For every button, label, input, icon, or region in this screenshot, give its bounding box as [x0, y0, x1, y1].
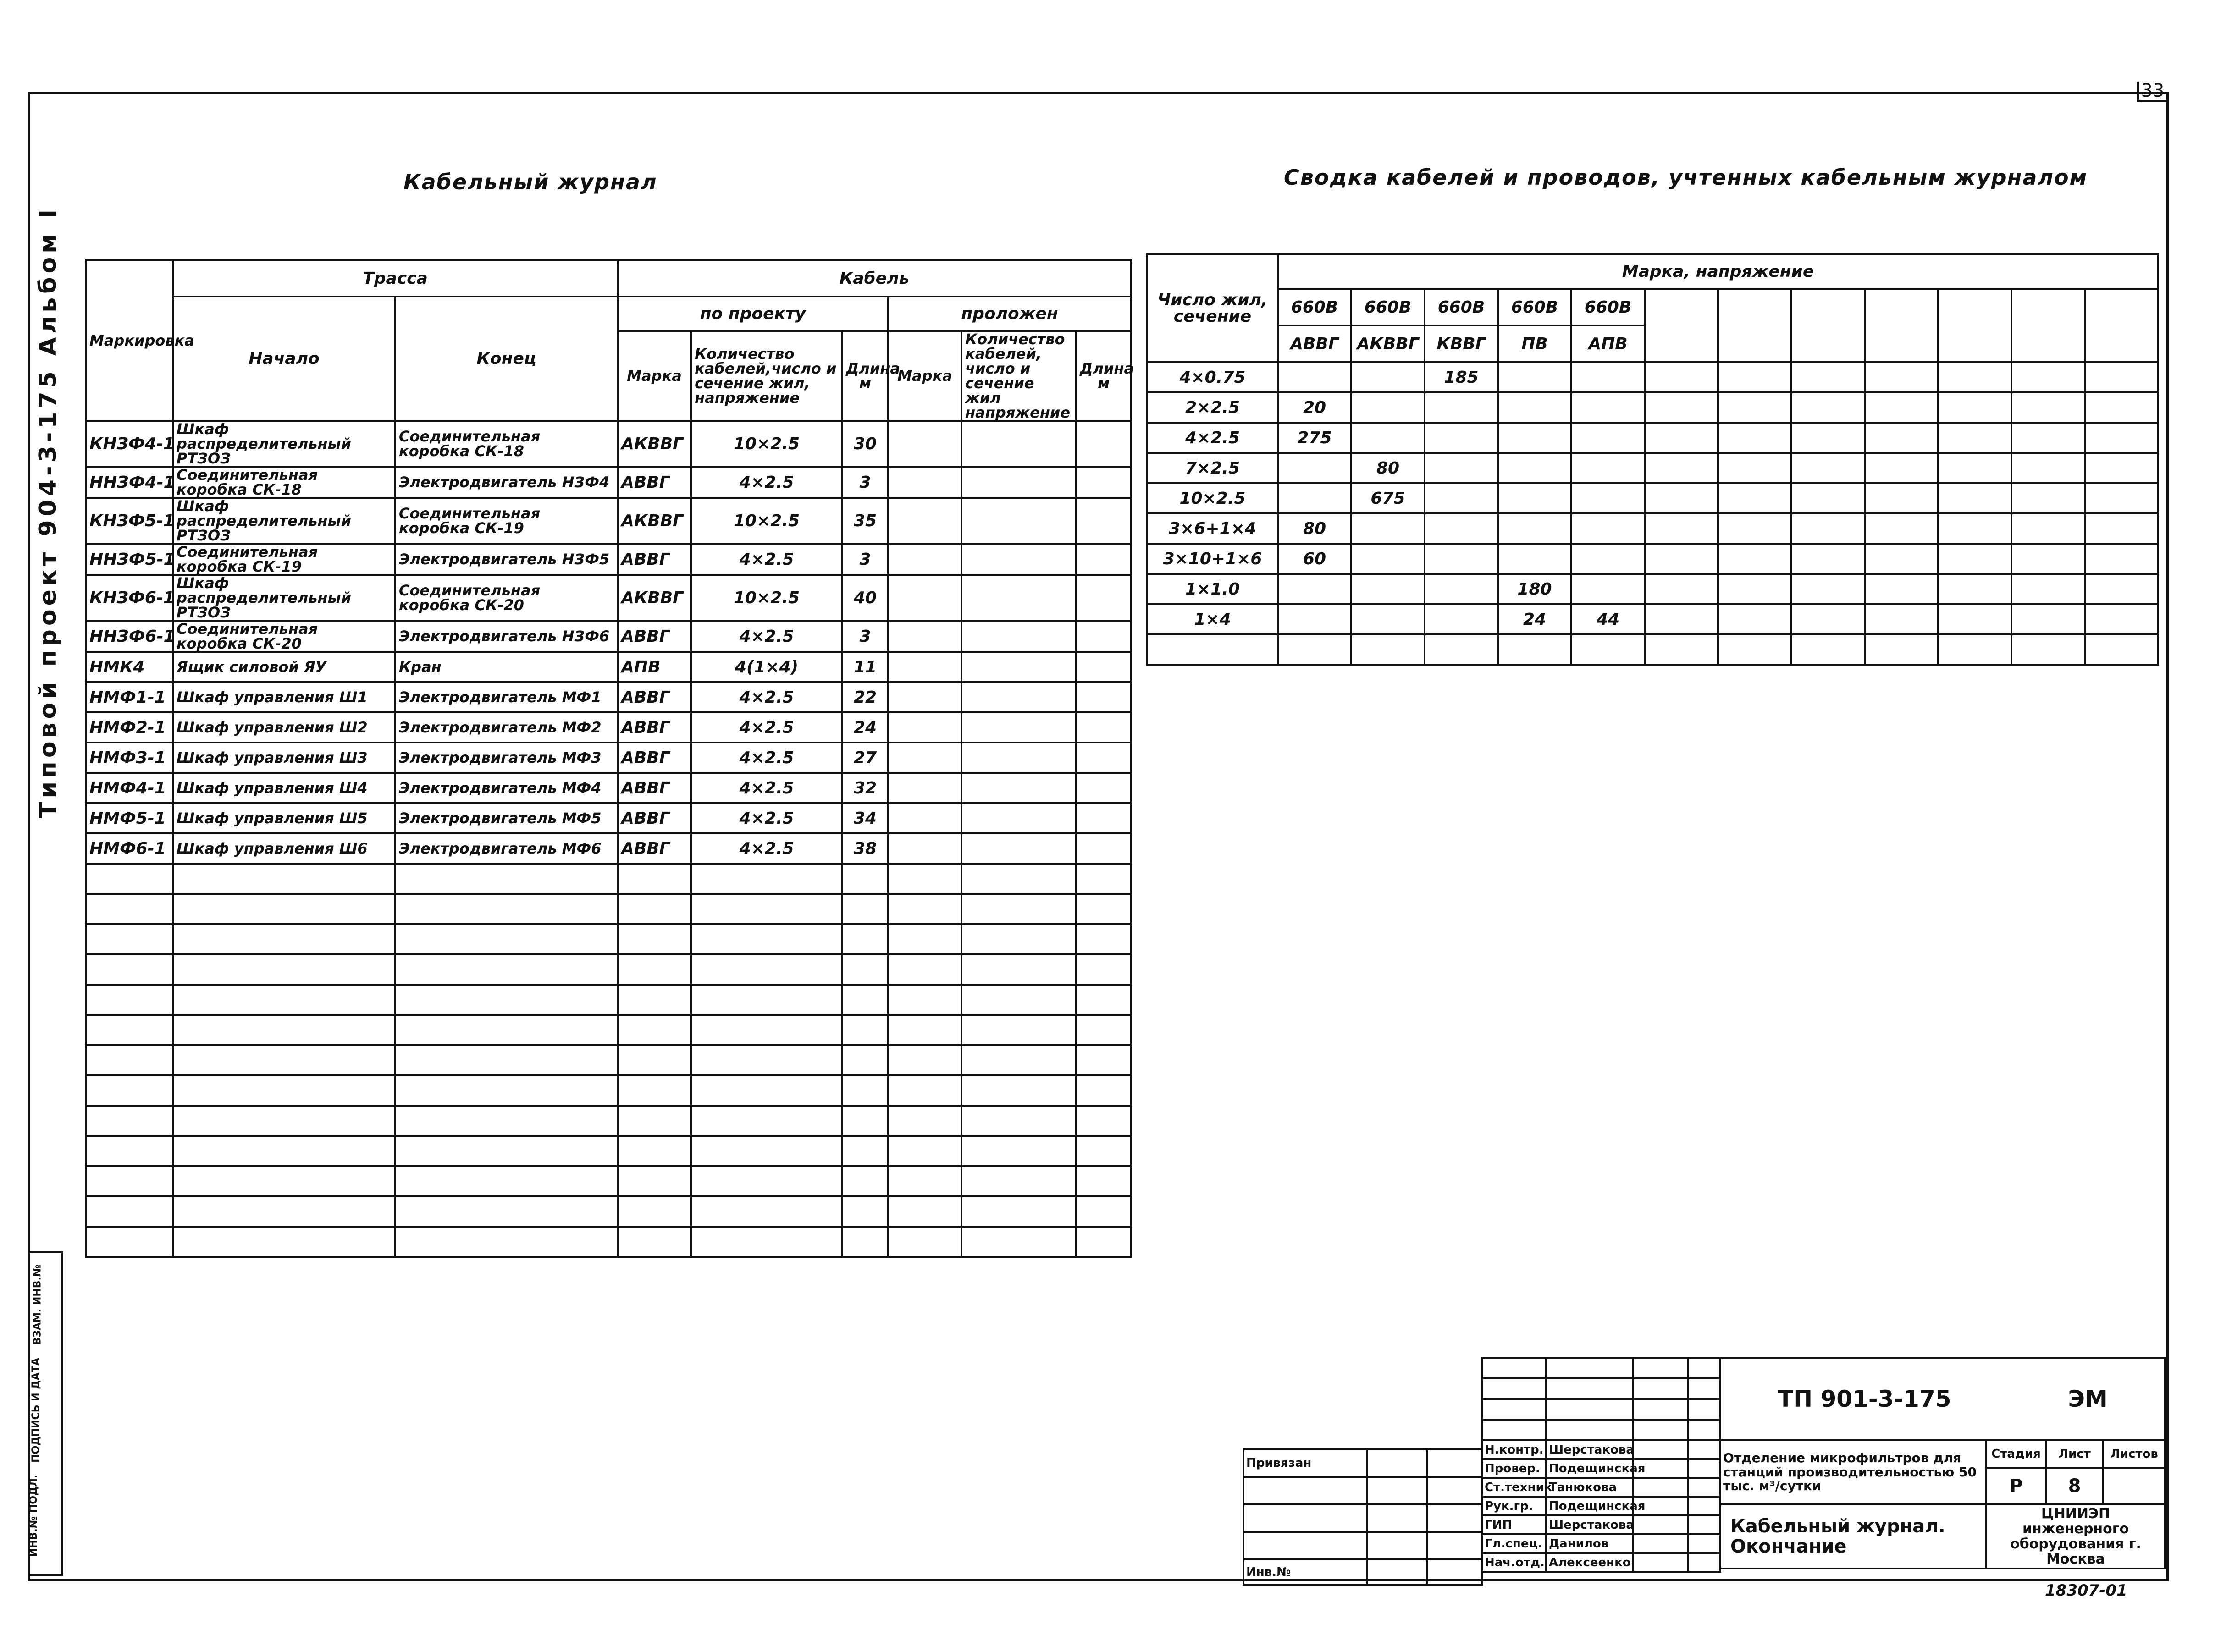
- row-code: НМФ1-1: [86, 682, 173, 712]
- staff-role: Провер.: [1482, 1459, 1546, 1478]
- empty-row: [86, 1045, 1131, 1075]
- row-value: [1571, 423, 1645, 453]
- row-section: 3×6+1×4: [1147, 513, 1278, 544]
- empty-cell: [888, 712, 961, 743]
- stage-value: Р: [1986, 1468, 2046, 1504]
- page-number: 33: [2137, 82, 2166, 102]
- empty-cell: [888, 652, 961, 682]
- empty-cell: [961, 544, 1076, 575]
- staff-row: [1482, 1534, 1720, 1553]
- row-value: 24: [1498, 604, 1571, 634]
- row-value: [1498, 392, 1571, 423]
- empty-row: [86, 1166, 1131, 1196]
- empty-cell: [1076, 712, 1131, 743]
- table-row: [1147, 544, 2158, 574]
- side-label: Типовой проект 904-3-175 Альбом I: [34, 205, 62, 818]
- staff-role: Нач.отд.: [1482, 1553, 1546, 1572]
- empty-cell: [961, 773, 1076, 803]
- cable-summary-table: [1146, 253, 2159, 666]
- row-length: 27: [842, 743, 888, 773]
- empty-cell: [888, 498, 961, 544]
- table-row: [86, 467, 1131, 498]
- empty-cell: [888, 682, 961, 712]
- table-row: [1147, 453, 2158, 483]
- empty-cell: [888, 544, 961, 575]
- row-value: [1425, 634, 1498, 665]
- staff-signature: [1633, 1440, 1688, 1459]
- col-brand: ПВ: [1498, 325, 1571, 362]
- row-code: КНЗФ6-1: [86, 575, 173, 621]
- row-section: [1147, 634, 1278, 665]
- table-row: [86, 833, 1131, 864]
- row-length: 32: [842, 773, 888, 803]
- empty-row: [86, 1015, 1131, 1045]
- row-mark: АКВВГ: [618, 421, 691, 467]
- col-voltage: 660В: [1278, 289, 1351, 325]
- row-end: Соединительная коробка СК-18: [395, 421, 618, 467]
- empty-cell: [1076, 773, 1131, 803]
- by-project-header: по проекту: [618, 297, 888, 331]
- row-value: [1571, 513, 1645, 544]
- row-start: Шкаф управления Ш3: [173, 743, 395, 773]
- empty-cell: [888, 575, 961, 621]
- row-qty: 10×2.5: [691, 498, 842, 544]
- row-code: НМФ5-1: [86, 803, 173, 833]
- row-qty: 4(1×4): [691, 652, 842, 682]
- staff-name: Данилов: [1546, 1534, 1633, 1553]
- empty-cell: [1076, 544, 1131, 575]
- row-value: [1278, 574, 1351, 604]
- row-length: 3: [842, 467, 888, 498]
- summary-title: Сводка кабелей и проводов, учтенных кабельным журналом: [1284, 165, 2088, 190]
- empty-row: [86, 1227, 1131, 1257]
- empty-cell: [961, 652, 1076, 682]
- row-value: 180: [1498, 574, 1571, 604]
- qty-header: Количество кабелей,число и сечение жил, напряжение: [691, 331, 842, 421]
- table-row: [86, 652, 1131, 682]
- sheet-label: Лист: [2046, 1440, 2103, 1468]
- col-brand: АВВГ: [1278, 325, 1351, 362]
- col-brand: КВВГ: [1425, 325, 1498, 362]
- row-qty: 4×2.5: [691, 621, 842, 652]
- row-qty: 4×2.5: [691, 773, 842, 803]
- row-end: Электродвигатель НЗФ6: [395, 621, 618, 652]
- row-value: [1351, 634, 1425, 665]
- row-code: НМФ3-1: [86, 743, 173, 773]
- empty-cell: [961, 621, 1076, 652]
- row-value: [1571, 544, 1645, 574]
- staff-name: Подещинская: [1546, 1497, 1633, 1515]
- row-mark: АВВГ: [618, 773, 691, 803]
- staff-name: Шерстакова: [1546, 1440, 1633, 1459]
- empty-row: [86, 924, 1131, 954]
- row-code: НМФ6-1: [86, 833, 173, 864]
- sheets-label: Листов: [2103, 1440, 2165, 1468]
- row-qty: 10×2.5: [691, 575, 842, 621]
- table-row: [86, 803, 1131, 833]
- row-qty: 4×2.5: [691, 833, 842, 864]
- row-qty: 4×2.5: [691, 682, 842, 712]
- empty-row: [86, 894, 1131, 924]
- table-row: [86, 544, 1131, 575]
- staff-row: [1482, 1497, 1720, 1515]
- row-mark: АВВГ: [618, 621, 691, 652]
- row-qty: 4×2.5: [691, 803, 842, 833]
- row-value: [1351, 392, 1425, 423]
- empty-cell: [961, 498, 1076, 544]
- row-mark: АКВВГ: [618, 575, 691, 621]
- col-voltage: 660В: [1571, 289, 1645, 325]
- empty-cell: [1076, 575, 1131, 621]
- table-row: [1147, 634, 2158, 665]
- row-value: [1425, 483, 1498, 513]
- row-end: Электродвигатель МФ1: [395, 682, 618, 712]
- staff-name: Танюкова: [1546, 1478, 1633, 1497]
- row-value: 60: [1278, 544, 1351, 574]
- empty-cell: [961, 421, 1076, 467]
- row-mark: АВВГ: [618, 712, 691, 743]
- stamp-label: ВЗАМ. ИНВ.№: [32, 1264, 44, 1345]
- empty-cell: [1076, 498, 1131, 544]
- empty-cell: [888, 743, 961, 773]
- table-row: [1147, 574, 2158, 604]
- empty-cell: [1076, 803, 1131, 833]
- row-mark: АВВГ: [618, 467, 691, 498]
- empty-cell: [961, 712, 1076, 743]
- col-brand: АКВВГ: [1351, 325, 1425, 362]
- row-value: [1425, 604, 1498, 634]
- row-value: [1571, 453, 1645, 483]
- row-length: 11: [842, 652, 888, 682]
- table-row: [86, 743, 1131, 773]
- empty-cell: [1076, 621, 1131, 652]
- empty-cell: [961, 803, 1076, 833]
- section-header: Число жил, сечение: [1147, 254, 1278, 362]
- empty-cell: [961, 833, 1076, 864]
- table-row: [86, 682, 1131, 712]
- journal-title: Кабельный журнал: [403, 170, 657, 194]
- row-mark: АПВ: [618, 652, 691, 682]
- row-length: 30: [842, 421, 888, 467]
- empty-cell: [888, 621, 961, 652]
- row-end: Электродвигатель МФ3: [395, 743, 618, 773]
- row-start: Шкаф управления Ш4: [173, 773, 395, 803]
- col-voltage: 660В: [1425, 289, 1498, 325]
- row-mark: АВВГ: [618, 743, 691, 773]
- row-section: 4×2.5: [1147, 423, 1278, 453]
- row-value: 80: [1351, 453, 1425, 483]
- empty-row: [86, 1106, 1131, 1136]
- staff-row: [1482, 1478, 1720, 1497]
- row-value: [1351, 513, 1425, 544]
- row-value: [1351, 544, 1425, 574]
- row-length: 24: [842, 712, 888, 743]
- row-code: НМК4: [86, 652, 173, 682]
- row-mark: АВВГ: [618, 833, 691, 864]
- table-row: [86, 421, 1131, 467]
- row-length: 38: [842, 833, 888, 864]
- empty-cell: [888, 803, 961, 833]
- empty-cell: [888, 773, 961, 803]
- route-header: Трасса: [173, 260, 618, 297]
- length2-header: Длина м: [1076, 331, 1131, 421]
- empty-cell: [961, 743, 1076, 773]
- col-brand: АПВ: [1571, 325, 1645, 362]
- row-value: [1351, 362, 1425, 392]
- stamp-label: ИНВ.№ ПОДЛ.: [28, 1474, 40, 1557]
- table-row: [1147, 392, 2158, 423]
- table-row: [86, 712, 1131, 743]
- row-value: [1278, 483, 1351, 513]
- row-value: [1278, 362, 1351, 392]
- route-end-header: Конец: [395, 297, 618, 421]
- stamp-label: ПОДПИСЬ И ДАТА: [30, 1358, 42, 1463]
- empty-cell: [888, 833, 961, 864]
- row-value: [1278, 634, 1351, 665]
- staff-name: Шерстакова: [1546, 1515, 1633, 1534]
- empty-cell: [961, 682, 1076, 712]
- laid-header: проложен: [888, 297, 1131, 331]
- row-code: НМФ4-1: [86, 773, 173, 803]
- row-code: ННЗФ4-1: [86, 467, 173, 498]
- empty-cell: [888, 467, 961, 498]
- staff-block: [1481, 1357, 1721, 1573]
- row-length: 34: [842, 803, 888, 833]
- row-value: [1425, 574, 1498, 604]
- staff-role: Ст.техник: [1482, 1478, 1546, 1497]
- row-value: 44: [1571, 604, 1645, 634]
- empty-cell: [1076, 743, 1131, 773]
- brand-header: Марка, напряжение: [1278, 254, 2158, 289]
- row-value: 275: [1278, 423, 1351, 453]
- row-section: 2×2.5: [1147, 392, 1278, 423]
- row-value: [1351, 574, 1425, 604]
- row-start: Ящик силовой ЯУ: [173, 652, 395, 682]
- empty-cell: [1076, 682, 1131, 712]
- row-value: [1425, 423, 1498, 453]
- staff-signature: [1633, 1515, 1688, 1534]
- table-row: [86, 498, 1131, 544]
- empty-cell: [961, 467, 1076, 498]
- empty-cell: [888, 421, 961, 467]
- row-value: [1498, 634, 1571, 665]
- row-start: Шкаф управления Ш6: [173, 833, 395, 864]
- row-value: 185: [1425, 362, 1498, 392]
- staff-row: [1482, 1459, 1720, 1478]
- cable-journal-table: [85, 259, 1132, 1258]
- object-name: Отделение микрофильтров для станций производительностью 50 тыс. м³/сутки: [1720, 1440, 1986, 1504]
- row-value: [1351, 604, 1425, 634]
- mark-header: Марка: [618, 331, 691, 421]
- staff-row: [1482, 1553, 1720, 1572]
- sheet-value: 8: [2046, 1468, 2103, 1504]
- staff-name: Подещинская: [1546, 1459, 1633, 1478]
- row-qty: 4×2.5: [691, 467, 842, 498]
- row-code: НМФ2-1: [86, 712, 173, 743]
- row-value: 20: [1278, 392, 1351, 423]
- row-mark: АВВГ: [618, 682, 691, 712]
- row-value: 80: [1278, 513, 1351, 544]
- row-start: Шкаф управления Ш5: [173, 803, 395, 833]
- empty-row: [86, 1075, 1131, 1106]
- row-section: 10×2.5: [1147, 483, 1278, 513]
- staff-signature: [1633, 1478, 1688, 1497]
- inv-label: Инв.№: [1243, 1559, 1367, 1585]
- row-code: ННЗФ5-1: [86, 544, 173, 575]
- row-qty: 4×2.5: [691, 743, 842, 773]
- row-value: [1571, 634, 1645, 665]
- row-value: [1498, 544, 1571, 574]
- empty-cell: [961, 575, 1076, 621]
- empty-row: [86, 864, 1131, 894]
- row-value: [1498, 513, 1571, 544]
- empty-row: [86, 1136, 1131, 1166]
- row-value: [1498, 483, 1571, 513]
- empty-cell: [1076, 833, 1131, 864]
- row-start: Соединительная коробка СК-19: [173, 544, 395, 575]
- row-value: [1425, 392, 1498, 423]
- row-value: [1498, 423, 1571, 453]
- main-title-block: [1719, 1357, 2166, 1569]
- organization: ЦНИИЭП инженерного оборудования г. Москва: [1986, 1504, 2165, 1569]
- row-end: Электродвигатель НЗФ5: [395, 544, 618, 575]
- row-start: Соединительная коробка СК-18: [173, 467, 395, 498]
- row-section: 4×0.75: [1147, 362, 1278, 392]
- table-row: [1147, 483, 2158, 513]
- cable-header: Кабель: [618, 260, 1131, 297]
- row-code: КНЗФ4-1: [86, 421, 173, 467]
- row-value: [1571, 574, 1645, 604]
- row-length: 35: [842, 498, 888, 544]
- row-start: Шкаф распределительный РТЗОЗ: [173, 575, 395, 621]
- row-end: Электродвигатель МФ2: [395, 712, 618, 743]
- row-value: [1498, 362, 1571, 392]
- row-end: Электродвигатель МФ4: [395, 773, 618, 803]
- empty-row: [86, 985, 1131, 1015]
- stage-label: Стадия: [1986, 1440, 2046, 1468]
- row-value: [1278, 604, 1351, 634]
- row-value: 675: [1351, 483, 1425, 513]
- empty-row: [86, 1196, 1131, 1227]
- row-end: Электродвигатель МФ6: [395, 833, 618, 864]
- row-section: 7×2.5: [1147, 453, 1278, 483]
- col-voltage: 660В: [1498, 289, 1571, 325]
- row-start: Шкаф распределительный РТЗОЗ: [173, 498, 395, 544]
- table-row: [1147, 604, 2158, 634]
- empty-cell: [1076, 652, 1131, 682]
- row-mark: АВВГ: [618, 544, 691, 575]
- row-start: Шкаф распределительный РТЗОЗ: [173, 421, 395, 467]
- row-qty: 10×2.5: [691, 421, 842, 467]
- staff-row: [1482, 1515, 1720, 1534]
- sheet-name: Кабельный журнал. Окончание: [1720, 1504, 1986, 1569]
- staff-role: Гл.спец.: [1482, 1534, 1546, 1553]
- row-value: [1425, 544, 1498, 574]
- bound-label: Привязан: [1243, 1449, 1367, 1477]
- table-row: [86, 773, 1131, 803]
- row-value: [1278, 453, 1351, 483]
- row-value: [1425, 453, 1498, 483]
- row-section: 1×1.0: [1147, 574, 1278, 604]
- staff-role: Рук.гр.: [1482, 1497, 1546, 1515]
- staff-row: [1482, 1440, 1720, 1459]
- table-row: [86, 621, 1131, 652]
- empty-row: [86, 954, 1131, 985]
- length-header: Длина м: [842, 331, 888, 421]
- row-value: [1351, 423, 1425, 453]
- row-end: Электродвигатель МФ5: [395, 803, 618, 833]
- row-length: 22: [842, 682, 888, 712]
- row-section: 1×4: [1147, 604, 1278, 634]
- left-stamp: [28, 1251, 63, 1576]
- table-row: [1147, 513, 2158, 544]
- mark2-header: Марка: [888, 331, 961, 421]
- row-length: 3: [842, 544, 888, 575]
- row-qty: 4×2.5: [691, 544, 842, 575]
- archive-number: 18307-01: [2045, 1581, 2127, 1600]
- staff-role: Н.контр.: [1482, 1440, 1546, 1459]
- row-end: Кран: [395, 652, 618, 682]
- row-section: 3×10+1×6: [1147, 544, 1278, 574]
- row-start: Шкаф управления Ш1: [173, 682, 395, 712]
- row-end: Электродвигатель НЗФ4: [395, 467, 618, 498]
- row-start: Соединительная коробка СК-20: [173, 621, 395, 652]
- col-voltage: 660В: [1351, 289, 1425, 325]
- row-mark: АКВВГ: [618, 498, 691, 544]
- table-row: [1147, 362, 2158, 392]
- route-start-header: Начало: [173, 297, 395, 421]
- row-value: [1571, 483, 1645, 513]
- marking-header: Маркировка: [86, 260, 173, 421]
- row-length: 40: [842, 575, 888, 621]
- staff-signature: [1633, 1553, 1688, 1572]
- staff-role: ГИП: [1482, 1515, 1546, 1534]
- row-qty: 4×2.5: [691, 712, 842, 743]
- row-value: [1571, 362, 1645, 392]
- table-row: [86, 575, 1131, 621]
- empty-cell: [1076, 467, 1131, 498]
- staff-signature: [1633, 1534, 1688, 1553]
- row-end: Соединительная коробка СК-19: [395, 498, 618, 544]
- qty2-header: Количество кабелей, число и сечение жил напряжение: [961, 331, 1076, 421]
- row-mark: АВВГ: [618, 803, 691, 833]
- row-code: ННЗФ6-1: [86, 621, 173, 652]
- table-row: [1147, 423, 2158, 453]
- sheet-code: ЭМ: [2068, 1386, 2108, 1412]
- row-value: [1571, 392, 1645, 423]
- row-value: [1498, 453, 1571, 483]
- staff-name: Алексеенко: [1546, 1553, 1633, 1572]
- row-end: Соединительная коробка СК-20: [395, 575, 618, 621]
- row-code: КНЗФ5-1: [86, 498, 173, 544]
- doc-code: ТП 901-3-175: [1778, 1386, 1951, 1412]
- row-length: 3: [842, 621, 888, 652]
- empty-cell: [1076, 421, 1131, 467]
- row-value: [1425, 513, 1498, 544]
- binding-block: [1243, 1448, 1483, 1586]
- row-start: Шкаф управления Ш2: [173, 712, 395, 743]
